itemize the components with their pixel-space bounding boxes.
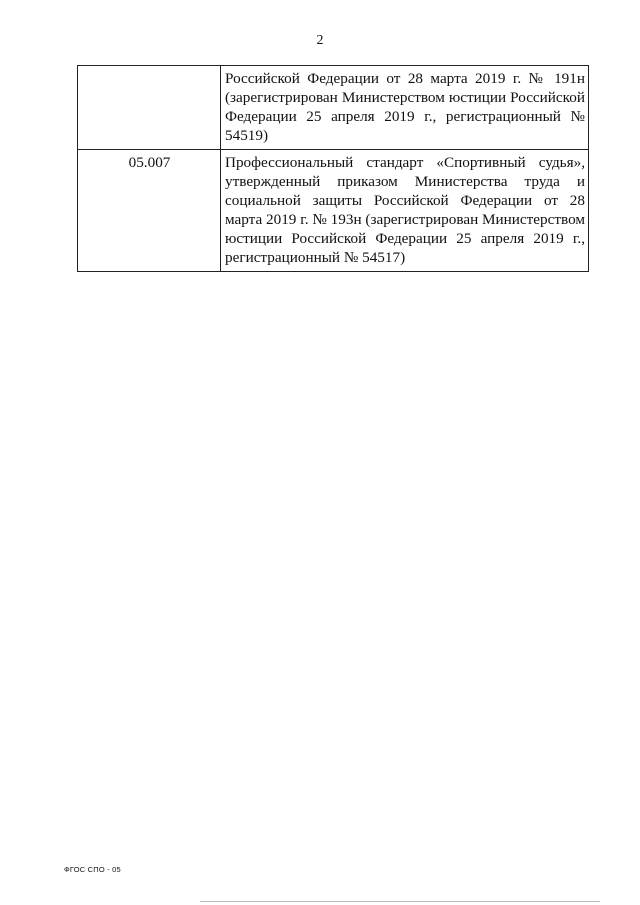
standards-table: [77, 65, 589, 272]
standard-code-cell: [78, 66, 221, 150]
standard-code-cell: 05.007: [78, 150, 221, 272]
table-row: [78, 66, 589, 150]
standard-description-cell: Профессиональный стандарт «Спортивный судья», утвержденный приказом Министерства труда и социальной защиты Российской Федерации от 28 марта 2019 г. № 193н (зарегистрирован Министерством юстиции Российской Федерации 25 апреля 2019 г., регистрационный № 54517): [221, 150, 589, 272]
scan-edge-line: [200, 901, 600, 902]
page-number: 2: [316, 33, 324, 48]
table-row: [78, 150, 589, 272]
standard-description-cell: Российской Федерации от 28 марта 2019 г. № 191н (зарегистрирован Министерством юстиции Российской Федерации 25 апреля 2019 г., регистрационный № 54519): [221, 66, 589, 150]
footer-label: ФГОС СПО - 05: [64, 865, 121, 874]
